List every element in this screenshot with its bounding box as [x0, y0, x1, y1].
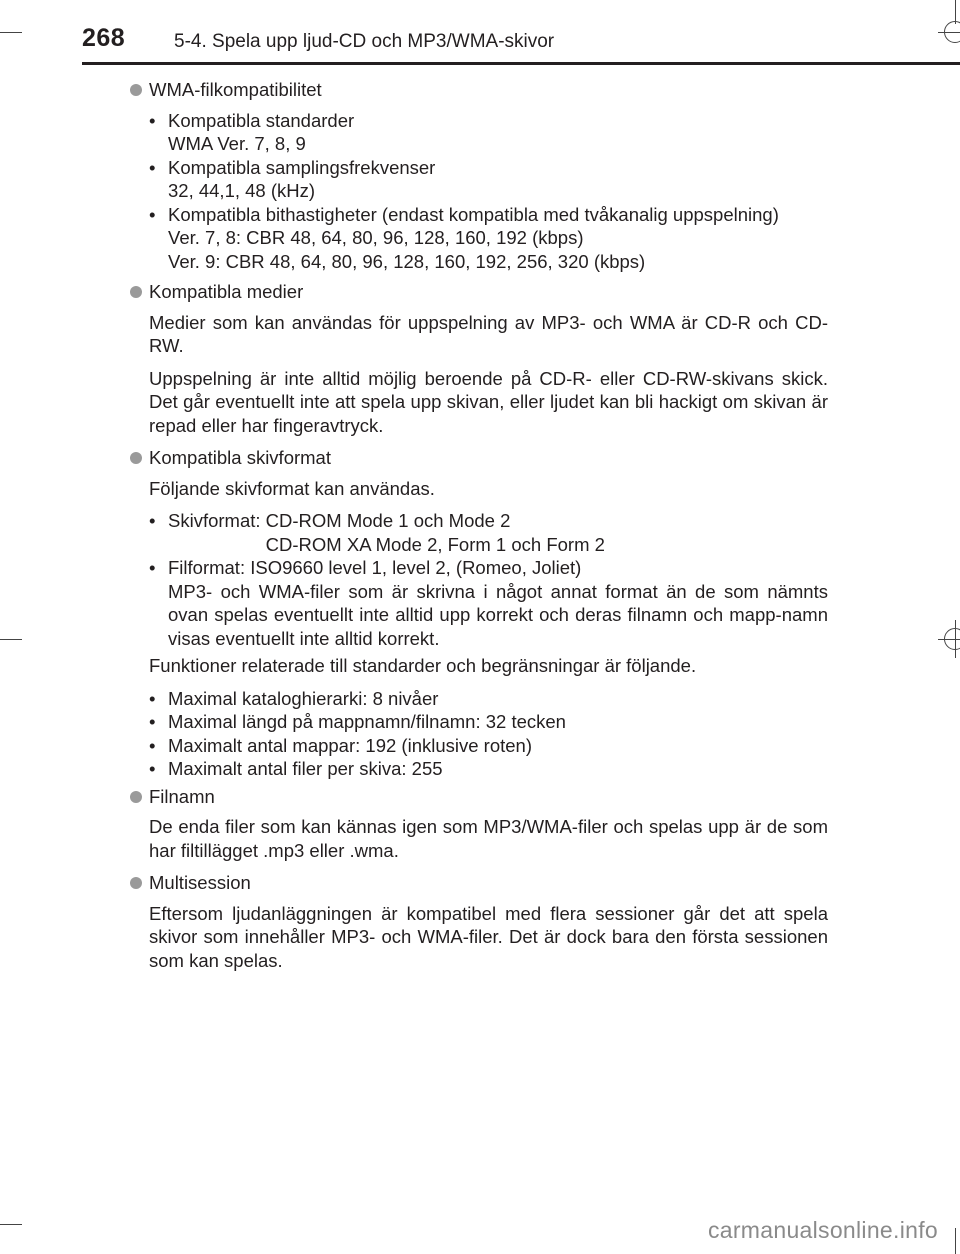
- paragraph: De enda filer som kan kännas igen som MP3/WMA-filer och spelas upp är de som har filtillägget .mp3 eller .wma.: [149, 816, 828, 861]
- page-number: 268: [82, 24, 126, 52]
- section-heading-media: [130, 280, 828, 304]
- heading-text: Kompatibla medier: [149, 281, 304, 302]
- crop-mark: [0, 32, 22, 33]
- paragraph: Följande skivformat kan användas.: [149, 477, 435, 499]
- list-item: • Skivformat: CD-ROM Mode 1 och Mode 2 CD-ROM XA Mode 2, Form 1 och Form 2: [149, 510, 605, 555]
- bullet-dot-icon: [130, 791, 142, 803]
- list-item: • Filformat: ISO9660 level 1, level 2, (Romeo, Joliet) MP3- och WMA-filer som är skrivna i något annat format än de som nämnts ovan spelas eventuellt inte alltid upp korrekt och deras filnamn och mapp-namn visas eventuellt inte alltid korrekt.: [149, 557, 828, 649]
- heading-text: Multisession: [149, 872, 251, 893]
- list-item: • Maximalt antal filer per skiva: 255: [149, 758, 443, 779]
- page-content: [130, 77, 828, 972]
- watermark: carmanualsonline.info: [707, 1217, 938, 1243]
- registration-mark: [955, 620, 956, 658]
- paragraph: Funktioner relaterade till standarder och begränsningar är följande.: [149, 655, 697, 676]
- crop-mark: [955, 1228, 956, 1254]
- list-item: • Kompatibla bithastigheter (endast kompatibla med tvåkanalig uppspelning) Ver. 7, 8: CBR 48, 64, 80, 96, 128, 160, 192 (kbps) Ver. 9: CBR 48, 64, 80, 96, 128, 160, 192, 256, 320 (kbps): [149, 203, 779, 272]
- paragraph: Eftersom ljudanläggningen är kompatibel med flera sessioner går det att spela skivor som innehåller MP3- och WMA-filer. Det är dock bara den första sessionen som kan spelas.: [149, 902, 828, 971]
- list-item: • Kompatibla samplingsfrekvenser 32, 44,1, 48 (kHz): [149, 156, 436, 201]
- bullet-dot-icon: [130, 286, 142, 298]
- heading-text: Filnamn: [149, 785, 215, 807]
- page-header: [0, 0, 960, 66]
- registration-mark: [938, 32, 960, 33]
- heading-text: Kompatibla skivformat: [149, 447, 331, 468]
- header-rule: [82, 62, 960, 65]
- wma-list: [149, 109, 828, 274]
- bullet-dot-icon: [130, 452, 142, 464]
- section-heading-wma: [130, 78, 828, 102]
- section-heading-multisession: [130, 871, 828, 895]
- section-title: 5-4. Spela upp ljud-CD och MP3/WMA-skivor: [174, 31, 555, 52]
- bullet-dot-icon: [130, 84, 142, 96]
- crop-mark: [0, 1224, 22, 1225]
- bullet-dot-icon: [130, 877, 142, 889]
- heading-text: WMA-filkompatibilitet: [149, 79, 322, 100]
- section-heading-disc-format: [130, 446, 828, 470]
- registration-mark: [938, 639, 960, 640]
- section-heading-filename: [130, 785, 828, 809]
- list-item: • Maximal längd på mappnamn/filnamn: 32 tecken: [149, 711, 566, 732]
- list-item: • Kompatibla standarder WMA Ver. 7, 8, 9: [149, 109, 355, 154]
- paragraph: Uppspelning är inte alltid möjlig beroende på CD-R- eller CD-RW-skivans skick. Det går eventuellt inte att spela upp skivan, eller ljudet kan bli hackigt om skivan är repad eller har fingeravtryck.: [149, 367, 828, 436]
- list-item: • Maximalt antal mappar: 192 (inklusive roten): [149, 734, 532, 756]
- crop-mark: [0, 639, 22, 640]
- paragraph: Medier som kan användas för uppspelning av MP3- och WMA är CD-R och CD-RW.: [149, 311, 828, 356]
- list-item: • Maximal kataloghierarki: 8 nivåer: [149, 687, 439, 709]
- limits-list: [149, 687, 828, 781]
- disc-format-list: [149, 509, 828, 650]
